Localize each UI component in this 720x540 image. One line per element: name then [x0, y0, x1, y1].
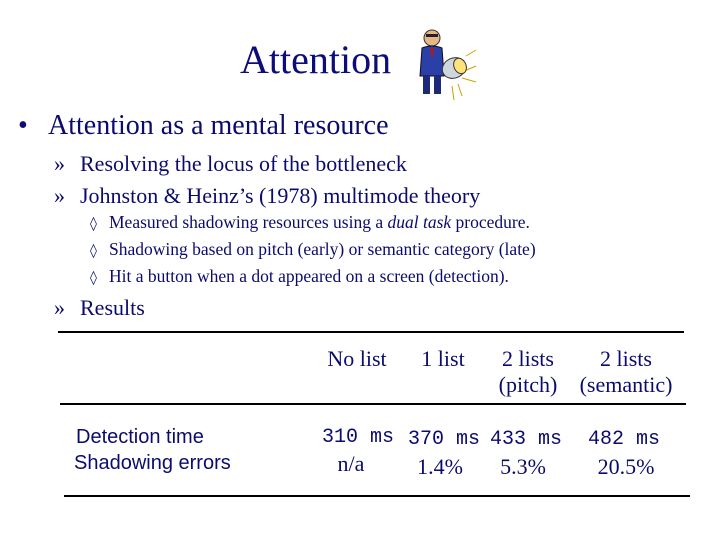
cell-errors-no-list: n/a — [337, 451, 365, 476]
sub-bullet-locus: » Resolving the locus of the bottleneck — [54, 151, 407, 176]
spotlight-person-clipart — [410, 26, 480, 102]
table-header-rule — [60, 403, 686, 405]
bullet-attention-resource: • Attention as a mental resource — [18, 110, 389, 141]
cell-detection-pitch: 433 ms — [489, 428, 562, 451]
slide-title: Attention — [240, 37, 392, 82]
cell-detection-one-list: 370 ms — [407, 428, 480, 451]
row-label-shadowing-errors: Shadowing errors — [74, 452, 231, 474]
chevron-bullet: » — [54, 151, 65, 176]
header-one-list: 1 list — [421, 346, 465, 371]
diamond-bullet: ◊ — [90, 216, 97, 232]
row-label-detection-time: Detection time — [76, 426, 204, 448]
cell-errors-one-list: 1.4% — [417, 454, 463, 479]
cell-detection-no-list: 310 ms — [321, 426, 394, 449]
chevron-bullet: » — [54, 295, 65, 320]
cell-errors-pitch: 5.3% — [500, 454, 546, 479]
detail-detection: ◊ Hit a button when a dot appeared on a screen (detection). — [90, 266, 509, 286]
diamond-bullet: ◊ — [90, 243, 97, 259]
table-bottom-rule — [64, 495, 690, 497]
table-top-rule — [58, 331, 684, 333]
header-two-lists-semantic: 2 lists (semantic) — [579, 346, 673, 397]
cell-errors-semantic: 20.5% — [597, 454, 655, 479]
bullet-dot: • — [18, 110, 28, 141]
header-two-lists-pitch: 2 lists (pitch) — [498, 346, 558, 397]
sub-bullet-results: » Results — [54, 295, 145, 320]
chevron-bullet: » — [54, 183, 65, 208]
diamond-bullet: ◊ — [90, 270, 97, 286]
detail-dual-task: ◊ Measured shadowing resources using a dual task procedure. — [90, 212, 530, 232]
header-no-list: No list — [327, 346, 387, 371]
detail-pitch-semantic: ◊ Shadowing based on pitch (early) or semantic category (late) — [90, 239, 536, 259]
cell-detection-semantic: 482 ms — [587, 428, 660, 451]
sub-bullet-johnston-heinz: » Johnston & Heinz’s (1978) multimode theory — [54, 183, 481, 208]
